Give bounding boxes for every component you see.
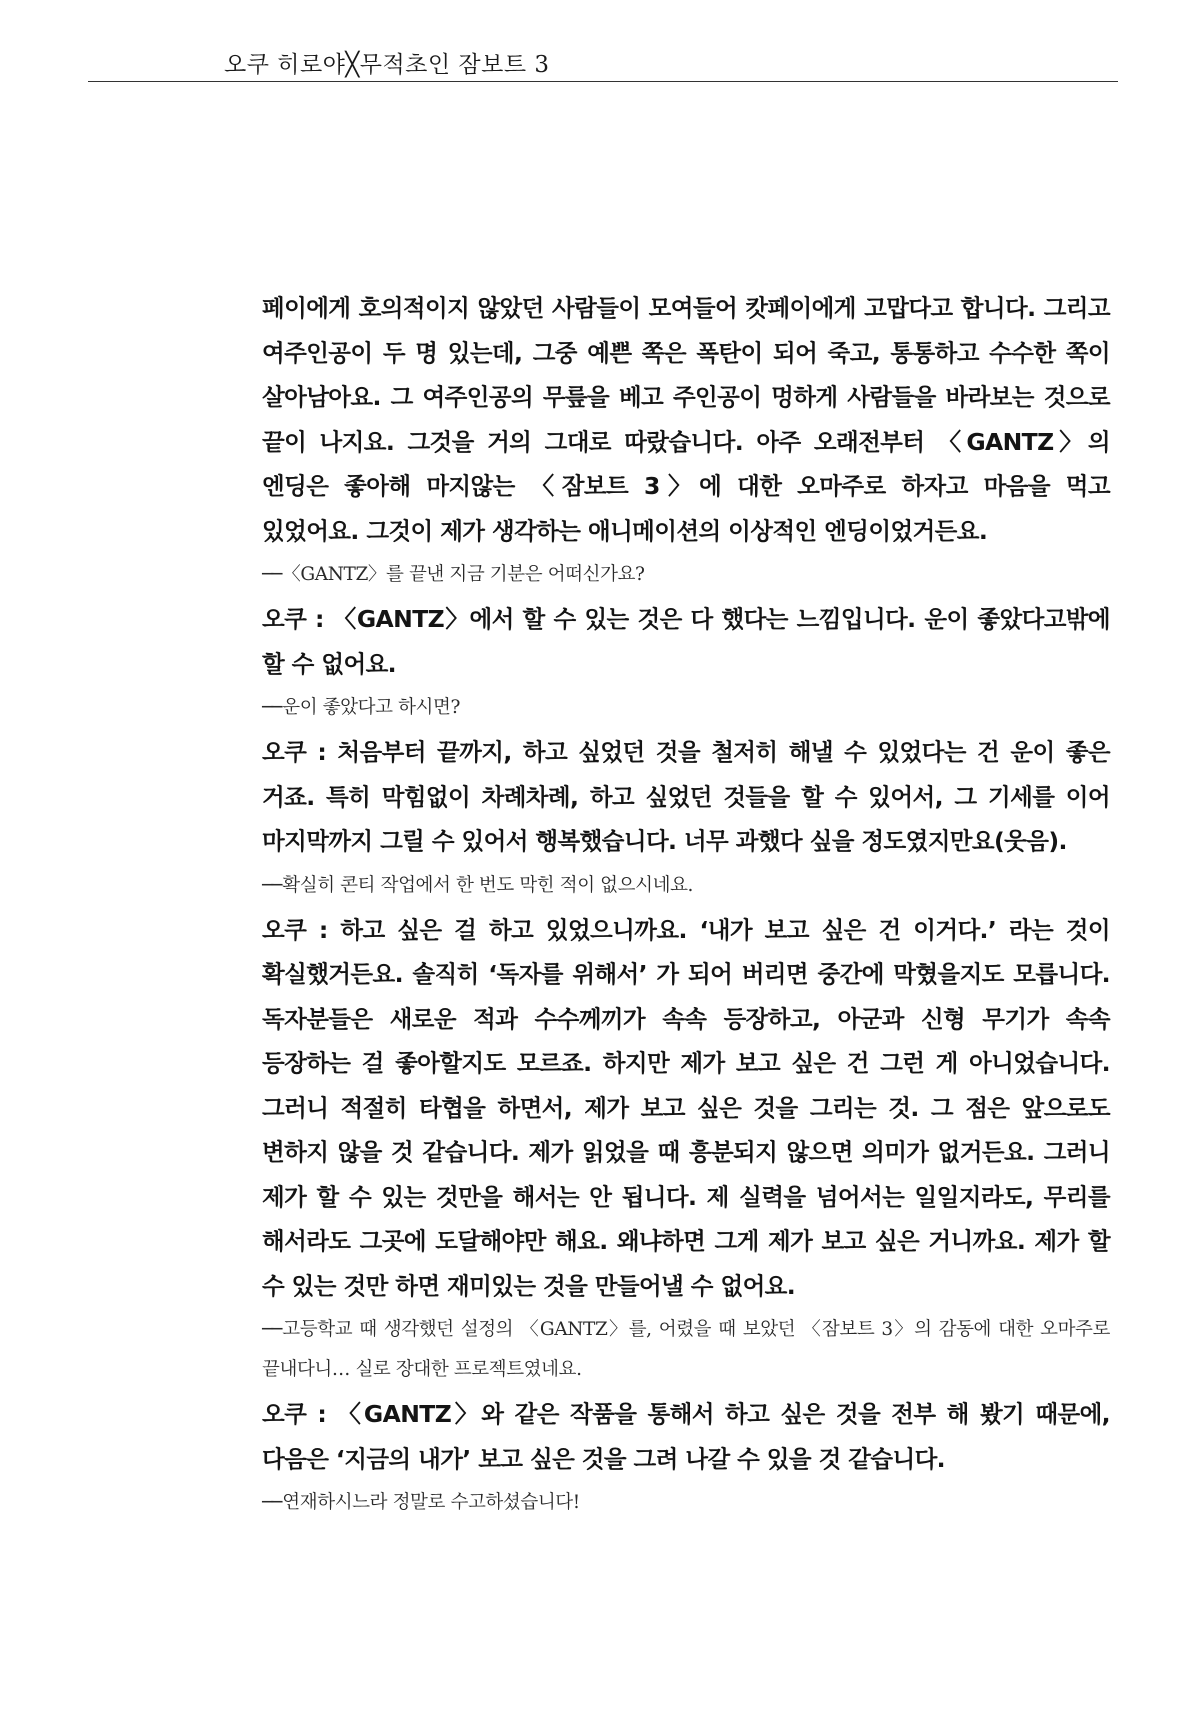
question-line	[262, 555, 1110, 595]
running-header-title: 오쿠 히로야╳무적초인 잠보트 3	[224, 52, 550, 78]
running-header	[88, 40, 1118, 82]
question-dash: ──	[262, 874, 281, 896]
question-dash: ──	[262, 1492, 281, 1513]
answer-paragraph: 오쿠 : 하고 싶은 걸 하고 있었으니까요. ‘내가 보고 싶은 건 이거다.’ 라는 것이 확실했거든요. 솔직히 ‘독자를 위해서’ 가 되어 버리면 중간에 막혔을지도 모릅니다. 독자분들은 새로운 적과 수수께끼가 속속 등장하고, 아군과 신형 무기가 속속 등장하는 걸 좋아할지도 모르죠. 하지만 제가 보고 싶은 건 그런 게 아니었습니다. 그러니 적절히 타협을 하면서, 제가 보고 싶은 것을 그리는 것. 그 점은 앞으로도 변하지 않을 것 같습니다. 제가 읽었을 때 흥분되지 않으면 의미가 없거든요. 그러니 제가 할 수 있는 것만을 해서는 안 됩니다. 제 실력을 넘어서는 일일지라도, 무리를 해서라도 그곳에 도달해야만 해요. 왜냐하면 그게 제가 보고 싶은 거니까요. 제가 할 수 있는 것만 하면 재미있는 것을 만들어낼 수 없어요.	[262, 915, 1110, 1300]
question-text: 확실히 콘티 작업에서 한 번도 막힌 적이 없으시네요.	[282, 874, 694, 896]
question-line	[262, 866, 1110, 906]
question-line	[262, 1483, 1110, 1523]
question-line	[262, 688, 1110, 728]
question-text: 운이 좋았다고 하시면?	[282, 697, 461, 718]
question-dash: ──	[262, 564, 281, 585]
question-text: 고등학교 때 생각했던 설정의 〈GANTZ〉를, 어렸을 때 보았던 〈잠보트 3〉의 감동에 대한 오마주로 끝내다니… 실로 장대한 프로젝트였네요.	[262, 1319, 1110, 1380]
question-dash: ──	[262, 1319, 281, 1340]
interview-body	[262, 286, 1110, 1525]
answer-paragraph: 오쿠 : 〈GANTZ〉에서 할 수 있는 것은 다 했다는 느낌입니다. 운이 좋았다고밖에 할 수 없어요.	[262, 605, 1110, 678]
header-rule	[88, 81, 1118, 82]
question-text: 연재하시느라 정말로 수고하셨습니다!	[282, 1492, 580, 1513]
question-text: 〈GANTZ〉를 끝낸 지금 기분은 어떠신가요?	[282, 564, 645, 585]
answer-paragraph: 페이에게 호의적이지 않았던 사람들이 모여들어 캇페이에게 고맙다고 합니다. 그리고 여주인공이 두 명 있는데, 그중 예쁜 쪽은 폭탄이 되어 죽고, 통통하고 수수한 쪽이 살아남아요. 그 여주인공의 무릎을 베고 주인공이 멍하게 사람들을 바라보는 것으로 끝이 나지요. 그것을 거의 그대로 따랐습니다. 아주 오래전부터 〈GANTZ〉의 엔딩은 좋아해 마지않는 〈잠보트 3〉에 대한 오마주로 하자고 마음을 먹고 있었어요. 그것이 제가 생각하는 애니메이션의 이상적인 엔딩이었거든요.	[262, 294, 1110, 545]
question-line	[262, 1310, 1110, 1390]
answer-paragraph: 오쿠 : 〈GANTZ〉와 같은 작품을 통해서 하고 싶은 것을 전부 해 봤기 때문에, 다음은 ‘지금의 내가’ 보고 싶은 것을 그려 나갈 수 있을 것 같습니다.	[262, 1400, 1110, 1473]
question-dash: ──	[262, 697, 281, 718]
answer-paragraph: 오쿠 : 처음부터 끝까지, 하고 싶었던 것을 철저히 해낼 수 있었다는 건 운이 좋은 거죠. 특히 막힘없이 차례차례, 하고 싶었던 것들을 할 수 있어서, 그 기세를 이어 마지막까지 그릴 수 있어서 행복했습니다. 너무 과했다 싶을 정도였지만요(웃음).	[262, 738, 1110, 855]
